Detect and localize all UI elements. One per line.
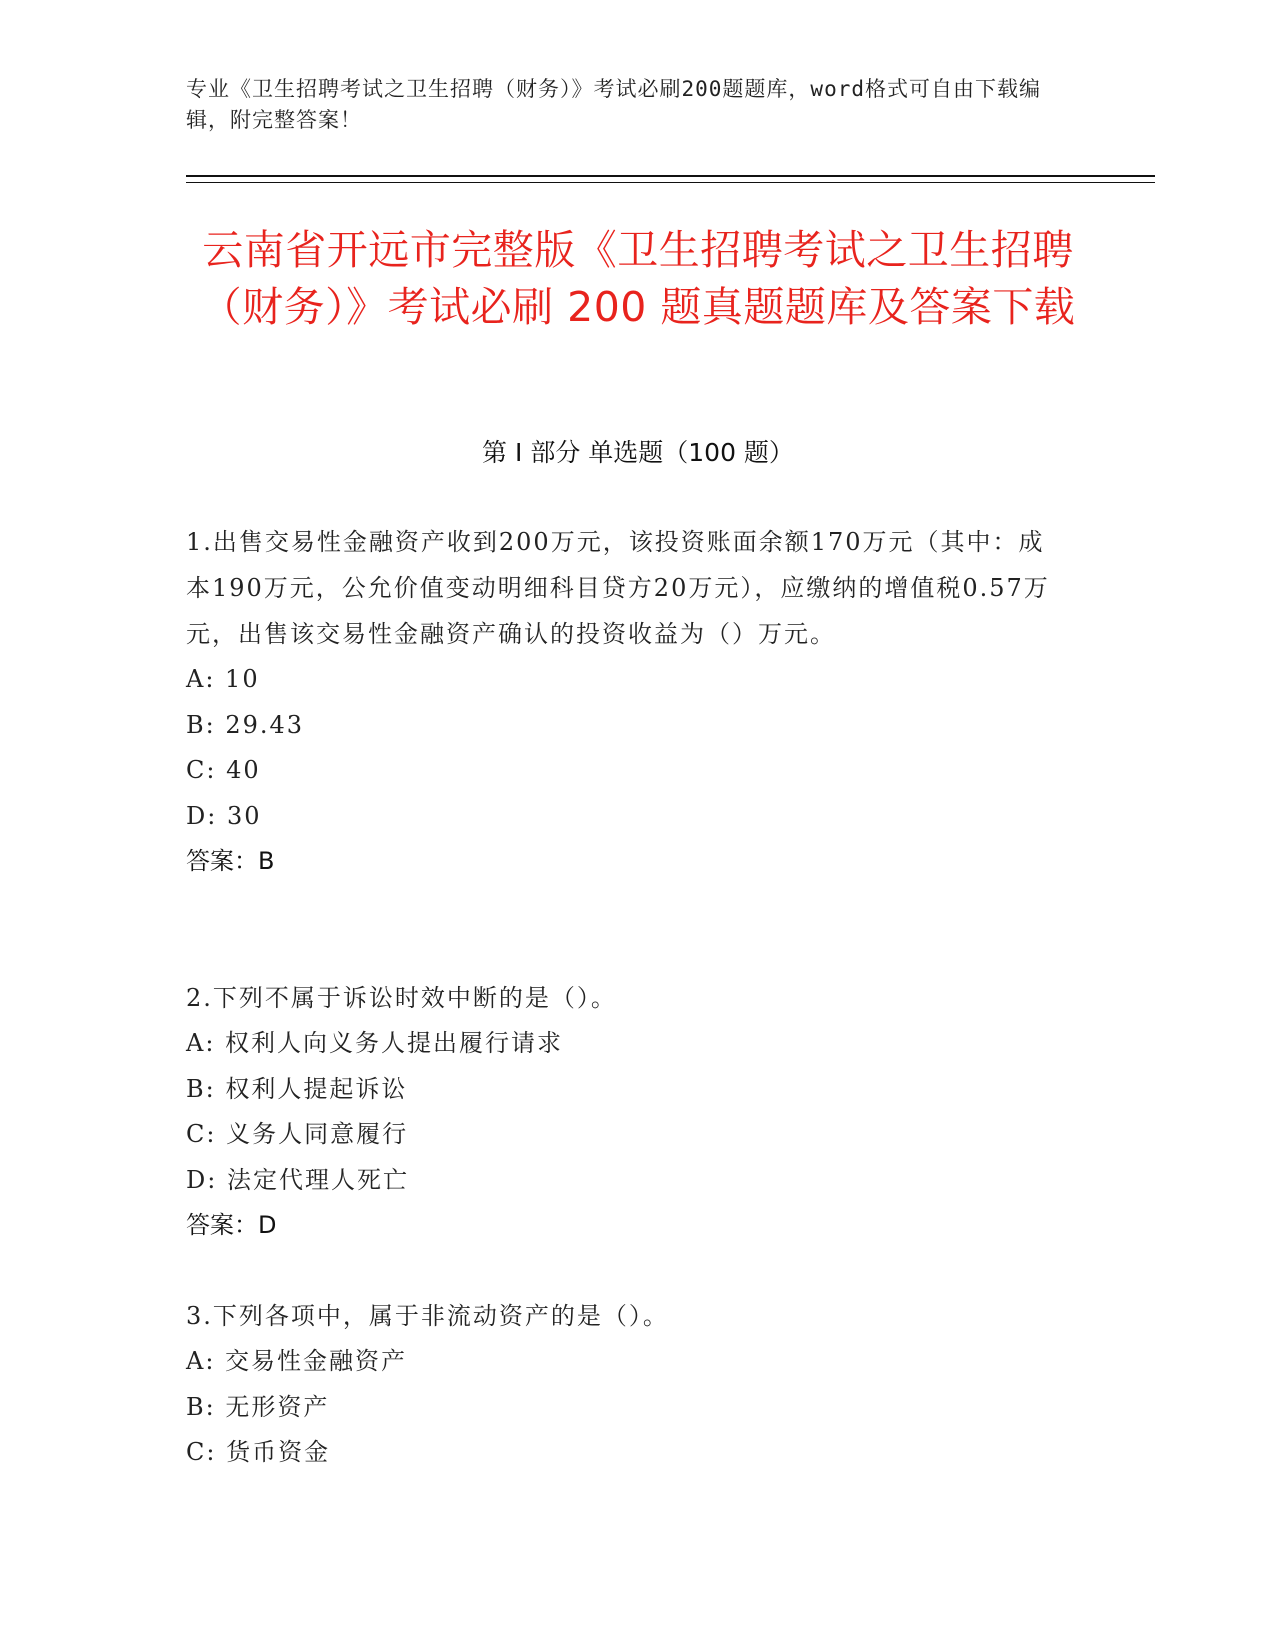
option-b: B: 29.43 bbox=[186, 710, 305, 739]
option-b: B: 无形资产 bbox=[186, 1392, 330, 1421]
option-c: C: 40 bbox=[186, 756, 261, 784]
question-stem: 1.出售交易性金融资产收到200万元，该投资账面余额170万元（其中：成本190万元，公允价值变动明细科目贷方20万元），应缴纳的增值税0.57万元，出售该交易性金融资产确认的投资收益为（）万元。 bbox=[186, 528, 1050, 648]
option-a: A: 权利人向义务人提出履行请求 bbox=[186, 1029, 564, 1057]
option-a: A: 10 bbox=[186, 665, 260, 693]
question-block bbox=[186, 975, 1066, 1248]
option-c: C: 义务人同意履行 bbox=[186, 1120, 409, 1148]
intro-text: 专业《卫生招聘考试之卫生招聘（财务）》考试必刷200题题库，word格式可自由下载编辑，附完整答案！ bbox=[186, 77, 1041, 132]
answer-line: 答案：D bbox=[186, 1211, 277, 1239]
question-stem: 3.下列各项中，属于非流动资产的是（）。 bbox=[186, 1302, 669, 1330]
answer-line: 答案：B bbox=[186, 847, 275, 875]
question-block bbox=[186, 519, 1066, 884]
option-a: A: 交易性金融资产 bbox=[186, 1347, 408, 1375]
section-heading: 第 I 部分 单选题（100 题） bbox=[482, 438, 794, 467]
option-d: D: 法定代理人死亡 bbox=[186, 1165, 409, 1194]
header-divider-thin bbox=[186, 182, 1155, 183]
option-b: B: 权利人提起诉讼 bbox=[186, 1074, 408, 1103]
option-c: C: 货币资金 bbox=[186, 1438, 331, 1466]
document-title: 云南省开远市完整版《卫生招聘考试之卫生招聘（财务）》考试必刷 200 题真题题库及答案下载 bbox=[200, 226, 1076, 331]
option-d: D: 30 bbox=[186, 801, 262, 830]
question-block bbox=[186, 1293, 1066, 1476]
header-divider bbox=[186, 175, 1155, 177]
question-stem: 2.下列不属于诉讼时效中断的是（）。 bbox=[186, 984, 617, 1012]
